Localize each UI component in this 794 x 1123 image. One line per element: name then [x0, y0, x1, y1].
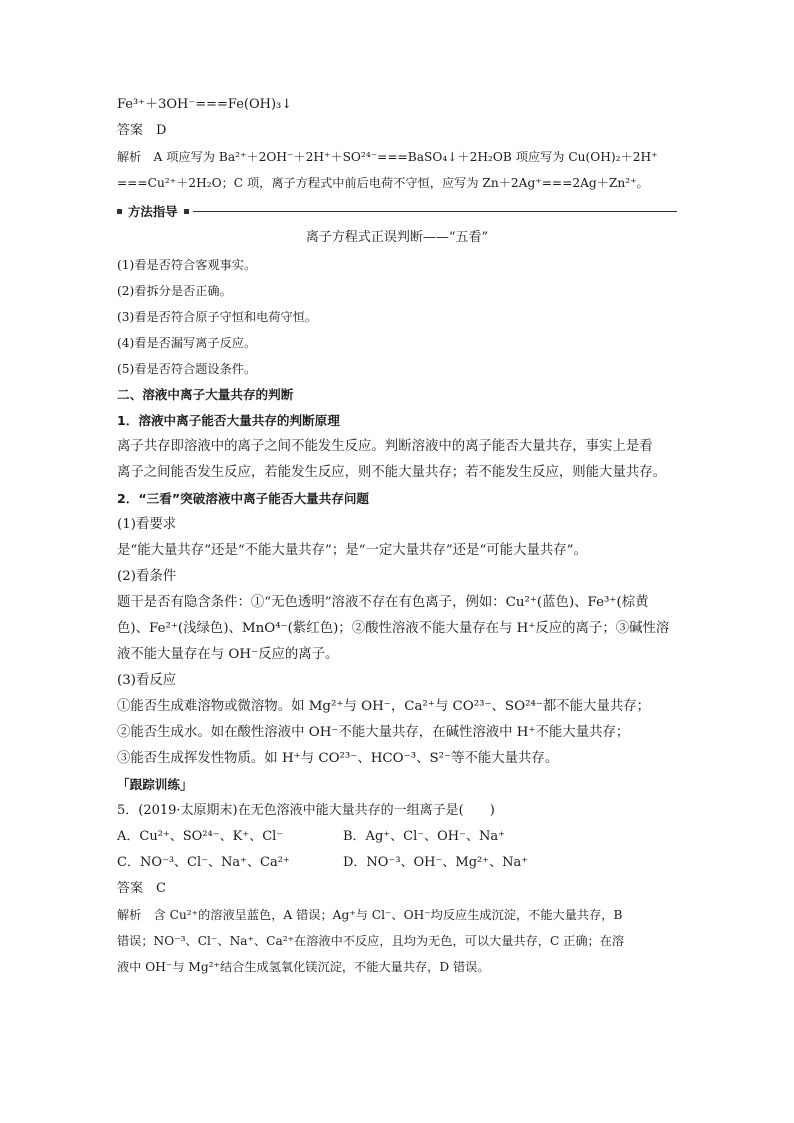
option-a: A．Cu²⁺、SO²⁴⁻、K⁺、Cl⁻: [117, 829, 284, 844]
option-c: C．NO⁻³、Cl⁻、Na⁺、Ca²⁺: [117, 855, 290, 870]
five-look-item-3: (3)看是否符合原子守恒和电荷守恒。: [117, 310, 318, 324]
answer-label-2: 答案 C: [117, 881, 166, 896]
paragraph-line: ②能否生成水。如在酸性溶液中 OH⁻不能大量共存，在碱性溶液中 H⁺不能大量共存；: [117, 725, 630, 740]
five-look-item-2: (2)看拆分是否正确。: [117, 284, 232, 298]
paragraph-line: 色)、Fe²⁺(浅绿色)、MnO⁴⁻(紫红色)；②酸性溶液不能大量存在与 H⁺反应的离子；③碱性溶: [117, 621, 670, 636]
look-heading-2: (2)看条件: [117, 569, 177, 584]
paragraph-line: 液不能大量存在与 OH⁻反应的离子。: [117, 647, 339, 662]
answer-label: 答案 D: [117, 123, 167, 138]
paragraph-line: 离子共存即溶液中的离子之间不能发生反应。判断溶液中的离子能否大量共存，事实上是看: [117, 439, 653, 454]
explanation-line-2: ===Cu²⁺＋2H₂O；C 项，离子方程式中前后电荷不守恒，应写为 Zn＋2Ag⁺===2Ag＋Zn²⁺。: [117, 176, 649, 190]
method-guide-header: [117, 198, 677, 224]
document-page: [117, 92, 677, 980]
equation-line: Fe³⁺＋3OH⁻===Fe(OH)₃↓: [117, 97, 293, 112]
explanation-line-1: 解析 A 项应写为 Ba²⁺＋2OH⁻＋2H⁺＋SO²⁴⁻===BaSO₄↓＋2H₂OB 项应写为 Cu(OH)₂＋2H⁺: [117, 150, 658, 164]
paragraph-line: ③能否生成挥发性物质。如 H⁺与 CO²³⁻、HCO⁻³、S²⁻等不能大量共存。: [117, 751, 559, 766]
paragraph-line: ①能否生成难溶物或微溶物。如 Mg²⁺与 OH⁻，Ca²⁺与 CO²³⁻、SO²⁴⁻都不能大量共存；: [117, 699, 651, 714]
five-look-item-4: (4)看是否漏写离子反应。: [117, 336, 257, 350]
tracking-practice-title: 「跟踪训练」: [117, 777, 193, 792]
explanation-2-line-1: 解析 含 Cu²⁺的溶液呈蓝色，A 错误；Ag⁺与 Cl⁻、OH⁻均反应生成沉淀，不能大量共存，B: [117, 908, 623, 922]
subsection-heading-1: 1．溶液中离子能否大量共存的判断原理: [117, 413, 340, 428]
square-bullet-icon: [117, 209, 122, 214]
explanation-2-line-2: 错误；NO⁻³、Cl⁻、Na⁺、Ca²⁺在溶液中不反应，且均为无色，可以大量共存，C 正确；在溶: [117, 934, 625, 948]
paragraph-line: 离子之间能否发生反应，若能发生反应，则不能大量共存；若不能发生反应，则能大量共存。: [117, 465, 667, 480]
five-look-item-5: (5)看是否符合题设条件。: [117, 362, 257, 376]
option-d: D．NO⁻³、OH⁻、Mg²⁺、Na⁺: [343, 855, 529, 870]
header-rule: [193, 211, 677, 212]
look-heading-3: (3)看反应: [117, 673, 177, 688]
center-title: 离子方程式正误判断——“五看”: [305, 230, 489, 245]
five-look-item-1: (1)看是否符合客观事实。: [117, 258, 257, 272]
option-b: B．Ag⁺、Cl⁻、OH⁻、Na⁺: [343, 829, 505, 844]
question-5: 5．(2019·太原期末)在无色溶液中能大量共存的一组离子是( ): [117, 803, 495, 818]
section-heading-2: 二、溶液中离子大量共存的判断: [117, 387, 294, 402]
explanation-2-line-3: 液中 OH⁻与 Mg²⁺结合生成氢氧化镁沉淀，不能大量共存，D 错误。: [117, 960, 490, 974]
options-row-2: [117, 850, 677, 876]
options-row-1: [117, 824, 677, 850]
paragraph-line: 题干是否有隐含条件：①“无色透明”溶液不存在有色离子，例如：Cu²⁺(蓝色)、Fe³⁺(棕黄: [117, 595, 649, 610]
square-bullet-icon: [184, 209, 189, 214]
method-guide-title: 方法指导: [128, 204, 178, 219]
paragraph-line: 是“能大量共存”还是“不能大量共存”；是“一定大量共存”还是“可能大量共存”。: [117, 543, 587, 558]
subsection-heading-2: 2．“三看”突破溶液中离子能否大量共存问题: [117, 491, 370, 506]
look-heading-1: (1)看要求: [117, 517, 177, 532]
